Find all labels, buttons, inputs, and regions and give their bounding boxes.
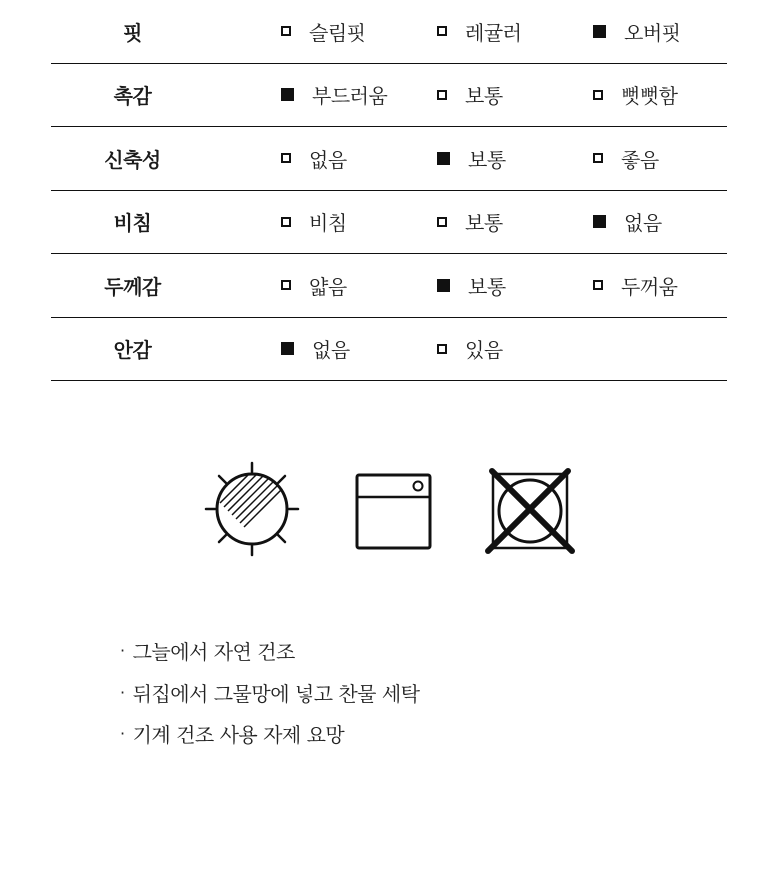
bullet: ·: [120, 641, 125, 661]
care-instruction-text: 그늘에서 자연 건조: [132, 640, 295, 665]
unchecked-box-icon: [281, 217, 291, 227]
unchecked-box-icon: [593, 280, 603, 290]
spec-option-label: 보통: [465, 211, 503, 236]
care-instruction-text: 기계 건조 사용 자제 요망: [132, 723, 345, 748]
spec-option-label: 뻣뻣함: [621, 84, 678, 109]
unchecked-box-icon: [437, 217, 447, 227]
checked-box-icon: [593, 25, 606, 38]
care-icons: [0, 455, 780, 565]
spec-option: [593, 254, 677, 317]
spec-option-label: 좋음: [621, 147, 659, 172]
spec-option: [593, 127, 659, 190]
spec-label: 안감: [113, 338, 152, 363]
checked-box-icon: [593, 215, 606, 228]
spec-option-label: 없음: [312, 338, 350, 363]
spec-option: [437, 0, 521, 63]
care-instruction-item: [120, 713, 720, 755]
spec-option-label: 슬림핏: [309, 20, 366, 45]
spec-option: [593, 191, 662, 254]
unchecked-box-icon: [437, 90, 447, 100]
unchecked-box-icon: [437, 26, 447, 36]
unchecked-box-icon: [593, 153, 603, 163]
checked-box-icon: [281, 88, 294, 101]
unchecked-box-icon: [437, 344, 447, 354]
spec-option: [281, 127, 347, 190]
spec-option: [593, 64, 677, 127]
spec-row-texture: [51, 64, 727, 128]
spec-label: 비침: [113, 211, 152, 236]
spec-row-fit: [51, 0, 727, 64]
spec-row-sheerness: [51, 191, 727, 255]
spec-option-label: 부드러움: [312, 84, 388, 109]
spec-option-label: 있음: [465, 338, 503, 363]
spec-option: [281, 318, 350, 381]
care-instruction-item: [120, 630, 720, 672]
spec-option: [437, 64, 503, 127]
spec-option-label: 없음: [309, 147, 347, 172]
spec-label: 두께감: [104, 274, 161, 299]
unchecked-box-icon: [593, 90, 603, 100]
bullet: ·: [120, 724, 125, 744]
spec-option: [437, 191, 503, 254]
checked-box-icon: [437, 279, 450, 292]
spec-option: [281, 191, 347, 254]
spec-option: [281, 64, 387, 127]
spec-label: 촉감: [113, 84, 152, 109]
bullet: ·: [120, 682, 125, 702]
do-not-tumble-dry-icon: [483, 455, 579, 565]
care-instructions-list: [120, 630, 720, 755]
spec-option: [593, 0, 680, 63]
spec-option: [281, 254, 347, 317]
spec-label: 신축성: [104, 147, 161, 172]
care-instruction-item: [120, 672, 720, 714]
washing-machine-icon: [352, 455, 434, 565]
spec-row-thickness: [51, 254, 727, 318]
spec-option-label: 보통: [468, 147, 506, 172]
spec-option-label: 얇음: [309, 274, 347, 299]
shade-dry-icon: [200, 455, 304, 565]
spec-option-label: 보통: [465, 84, 503, 109]
spec-label: 핏: [123, 20, 142, 45]
product-spec-table: [51, 0, 727, 381]
spec-option: [437, 318, 503, 381]
spec-row-lining: [51, 318, 727, 382]
spec-row-stretch: [51, 127, 727, 191]
spec-option: [437, 254, 506, 317]
spec-option: [437, 127, 506, 190]
spec-option-label: 보통: [468, 274, 506, 299]
unchecked-box-icon: [281, 280, 291, 290]
spec-option-label: 비침: [309, 211, 347, 236]
care-instruction-text: 뒤집에서 그물망에 넣고 찬물 세탁: [132, 681, 420, 706]
checked-box-icon: [281, 342, 294, 355]
unchecked-box-icon: [281, 26, 291, 36]
spec-option-label: 없음: [624, 211, 662, 236]
spec-option-label: 오버핏: [624, 20, 681, 45]
checked-box-icon: [437, 152, 450, 165]
spec-option-label: 두꺼움: [621, 274, 678, 299]
unchecked-box-icon: [281, 153, 291, 163]
spec-option-label: 레귤러: [465, 20, 522, 45]
spec-option: [281, 0, 365, 63]
